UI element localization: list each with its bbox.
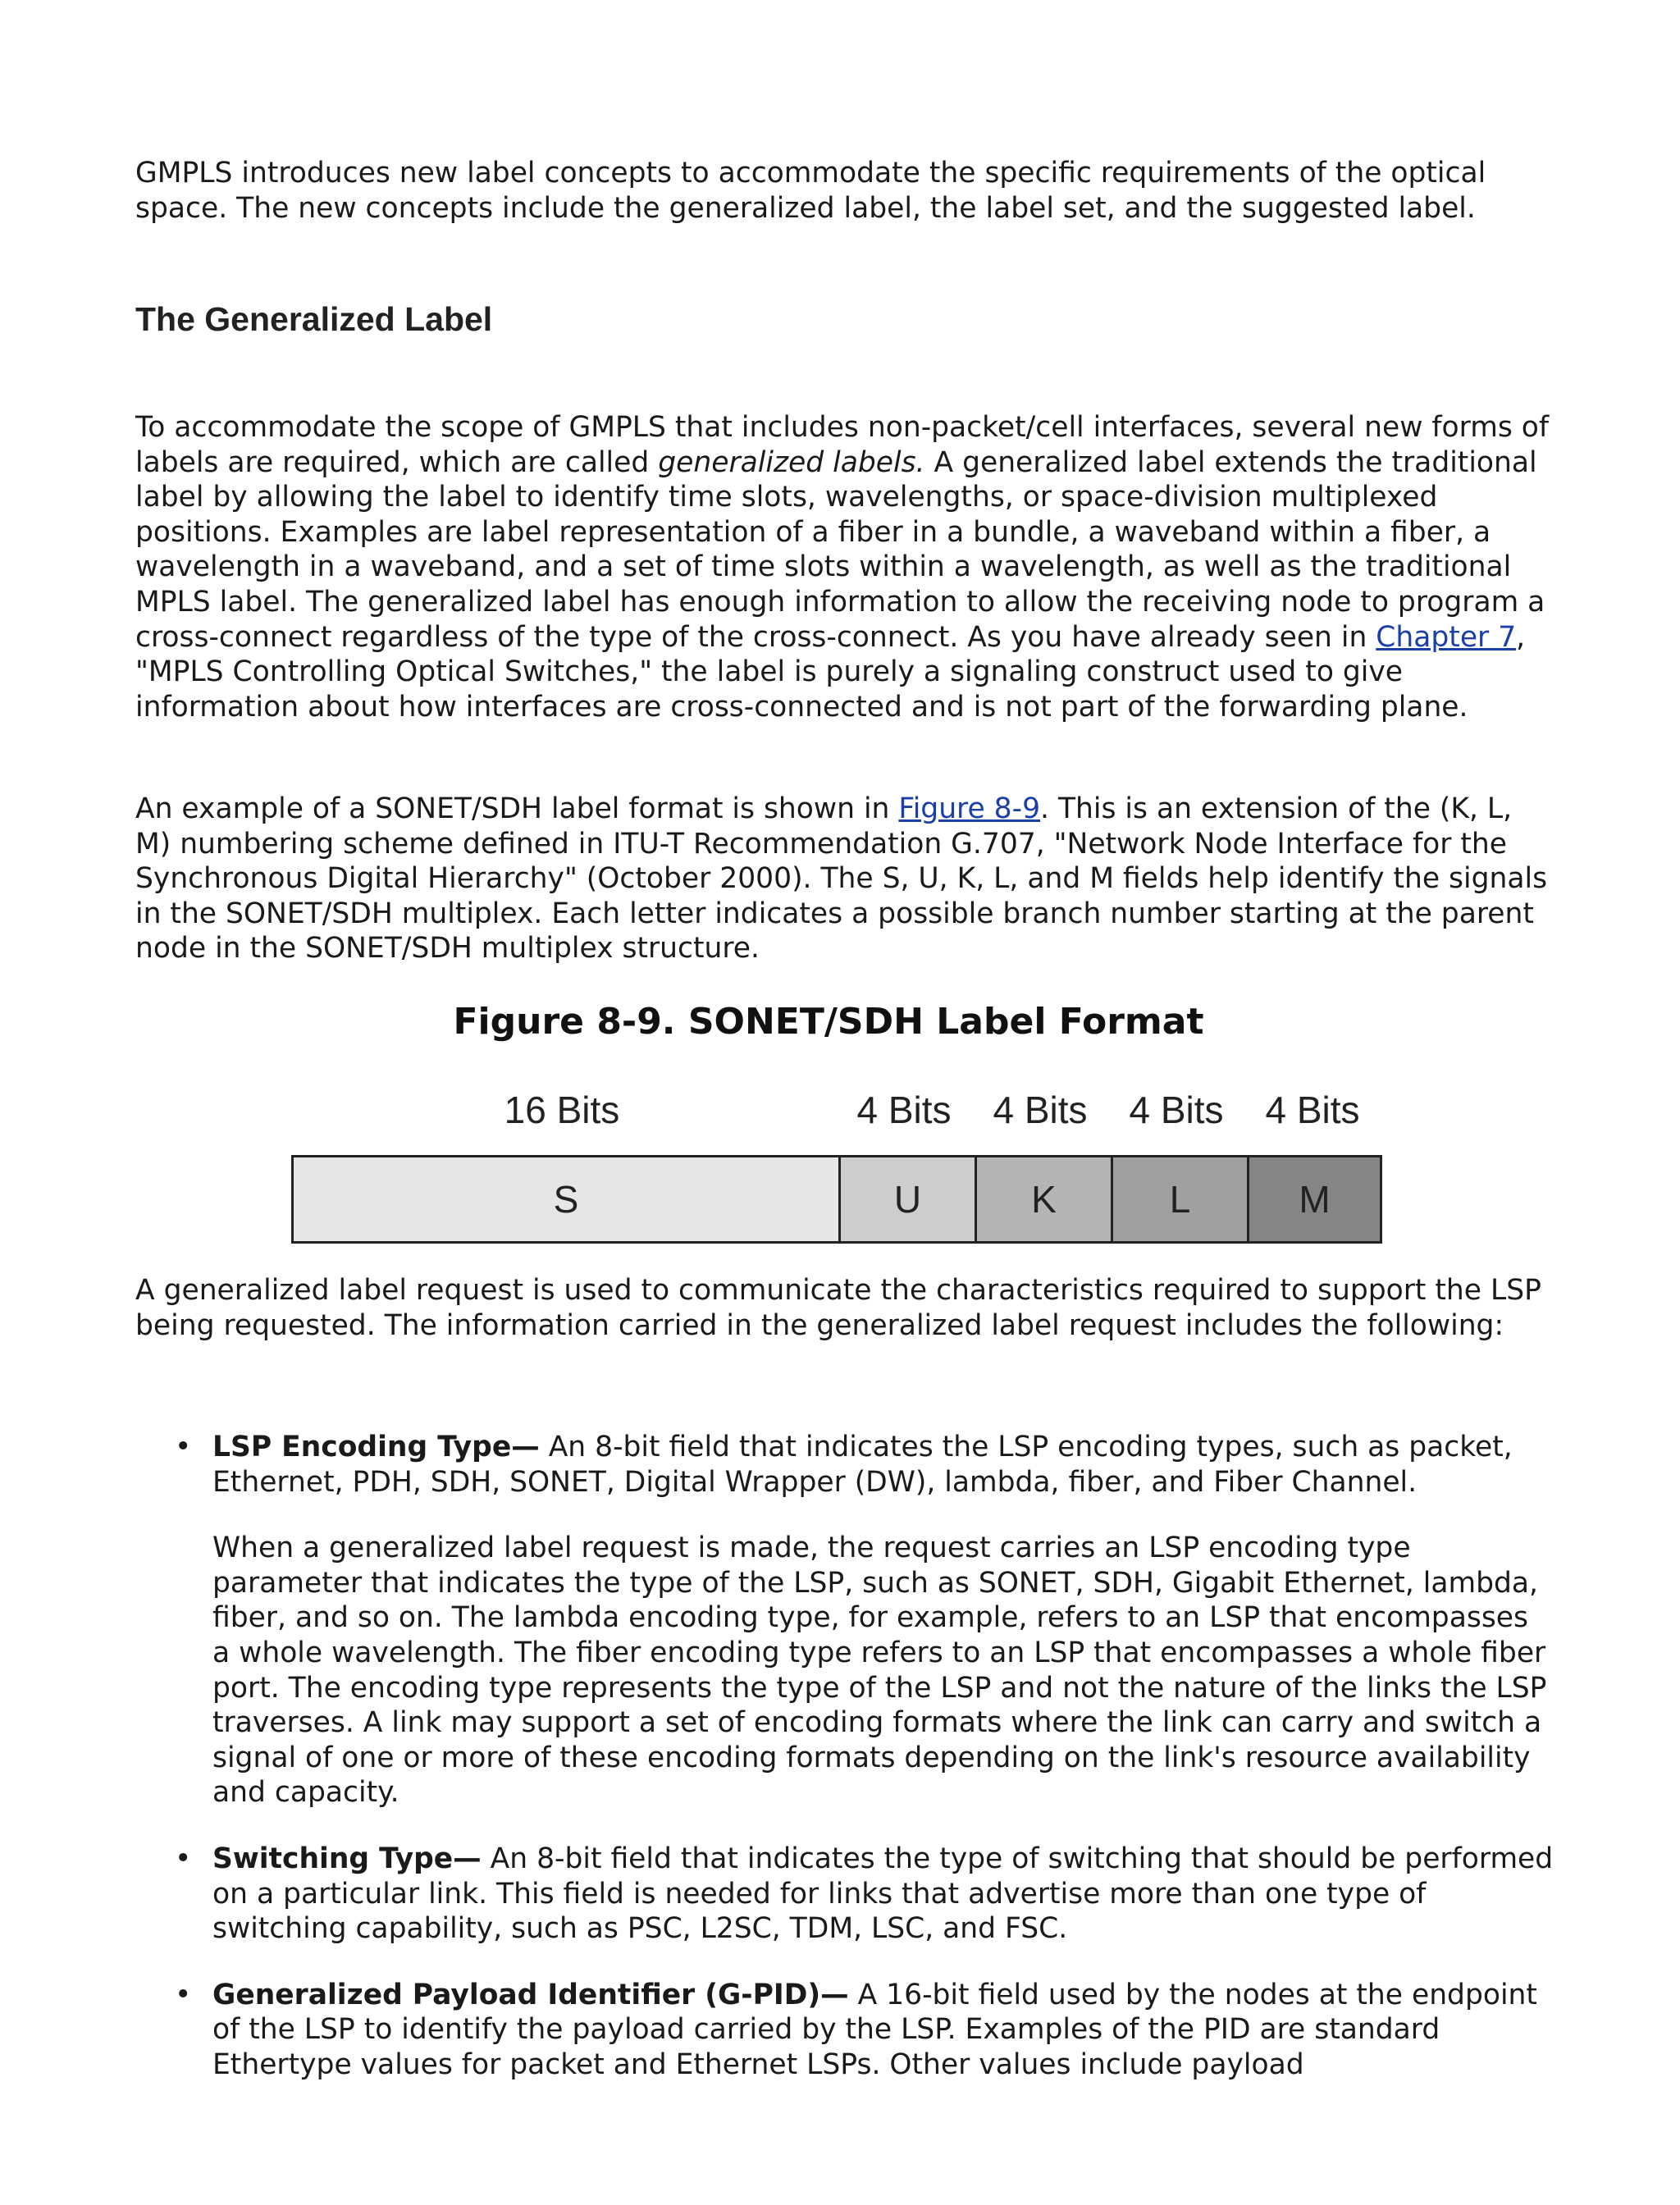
- generalized-para-text-3: , "MPLS Controlling Optical Switches," the label is purely a signaling construct used to give information about how interfaces are cross-connected and is not part of the forwarding plane.: [135, 620, 1526, 724]
- bit-label-s: 16 Bits: [504, 1089, 620, 1131]
- list-item-text: An 8-bit field that indicates the type of switching that should be performed on a particular link. This field is needed for links that advertise more than one type of switching capability, such as PSC, L2SC, TDM, LSC, and FSC.: [212, 1842, 1554, 1946]
- bullet-icon: •: [175, 1978, 192, 2011]
- generalized-labels-term: generalized labels.: [658, 445, 925, 479]
- generalized-label-paragraph: [135, 410, 1554, 724]
- field-u: U: [838, 1157, 975, 1241]
- lsp-encoding-detail-paragraph: When a generalized label request is made, the request carries an LSP encoding type parameter that indicates the type of the LSP, such as SONET, SDH, Gigabit Ethernet, lambda, fiber, and so on. The lambda encoding type, for example, refers to an LSP that encompasses a whole wavelength. The fiber encoding type refers to an LSP that encompasses a whole fiber port. The encoding type represents the type of the LSP and not the nature of the links the LSP traverses. A link may support a set of encoding formats where the link can carry and switch a signal of one or more of these encoding formats depending on the link's resource availability and capacity.: [212, 1532, 1547, 1810]
- bit-label-l: 4 Bits: [1129, 1089, 1224, 1131]
- label-field-row: [291, 1155, 1382, 1244]
- figure-caption: Figure 8-9. SONET/SDH Label Format: [453, 1001, 1204, 1043]
- field-s: S: [294, 1157, 838, 1241]
- document-page: [135, 156, 1554, 2081]
- request-fields-list: [135, 1430, 1554, 2083]
- field-l: L: [1111, 1157, 1247, 1241]
- list-item-switching-type: [135, 1842, 1554, 1947]
- list-item-lsp-encoding-type: [135, 1430, 1554, 1810]
- list-item-term: Switching Type—: [212, 1842, 482, 1875]
- bit-width-labels: [291, 1083, 1390, 1140]
- intro-paragraph: GMPLS introduces new label concepts to accommodate the specific requirements of the optical space. The new concepts include the generalized label, the label set, and the suggested label.: [135, 157, 1486, 225]
- bullet-icon: •: [175, 1842, 192, 1875]
- sonet-para-text-2: . This is an extension of the (K, L, M) numbering scheme defined in ITU-T Recommendation G.707, "Network Node Interface for the Synchronous Digital Hierarchy" (October 2000). The S, U, K, L, and M fields help identify the signals in the SONET/SDH multiplex. Each letter indicates a possible branch number starting at the parent node in the SONET/SDH multiplex structure.: [135, 792, 1548, 966]
- bit-label-u: 4 Bits: [856, 1089, 952, 1131]
- bullet-icon: •: [175, 1431, 192, 1463]
- list-item-g-pid: [135, 1978, 1554, 2083]
- bit-label-m: 4 Bits: [1265, 1089, 1360, 1131]
- sonet-label-paragraph: [135, 792, 1554, 966]
- generalized-para-text-1: To accommodate the scope of GMPLS that includes non-packet/cell interfaces, several new forms of labels are required, which are called: [135, 411, 1550, 479]
- section-heading: The Generalized Label: [135, 300, 493, 338]
- generalized-para-text-2: A generalized label extends the traditional label by allowing the label to identify time slots, wavelengths, or space-division multiplexed positions. Examples are label representation of a fiber in a bundle, a waveband within a fiber, a wavelength in a waveband, and a set of time slots within a wavelength, as well as the traditional MPLS label. The generalized label has enough information to allow the receiving node to program a cross-connect regardless of the type of the cross-connect. As you have already seen in: [135, 445, 1545, 654]
- field-m: M: [1247, 1157, 1380, 1241]
- list-item-text: A 16-bit field used by the nodes at the endpoint of the LSP to identify the payload carried by the LSP. Examples of the PID are standard Ethertype values for packet and Ethernet LSPs. Other values include payload: [212, 1978, 1537, 2081]
- list-item-text: An 8-bit field that indicates the LSP encoding types, such as packet, Ethernet, PDH, SDH, SONET, Digital Wrapper (DW), lambda, fiber, and Fiber Channel.: [212, 1431, 1513, 1499]
- sonet-sdh-label-format-figure: [291, 1083, 1390, 1263]
- list-item-term: Generalized Payload Identifier (G-PID)—: [212, 1978, 849, 2011]
- list-item-term: LSP Encoding Type—: [212, 1431, 540, 1463]
- field-k: K: [975, 1157, 1111, 1241]
- chapter-7-link[interactable]: Chapter 7: [1376, 620, 1517, 654]
- sonet-para-text-1: An example of a SONET/SDH label format is shown in: [135, 792, 899, 825]
- label-request-paragraph: A generalized label request is used to communicate the characteristics required to support the LSP being requested. The information carried in the generalized label request includes the following:: [135, 1274, 1541, 1342]
- figure-8-9-link[interactable]: Figure 8-9: [898, 792, 1041, 825]
- bit-label-k: 4 Bits: [993, 1089, 1088, 1131]
